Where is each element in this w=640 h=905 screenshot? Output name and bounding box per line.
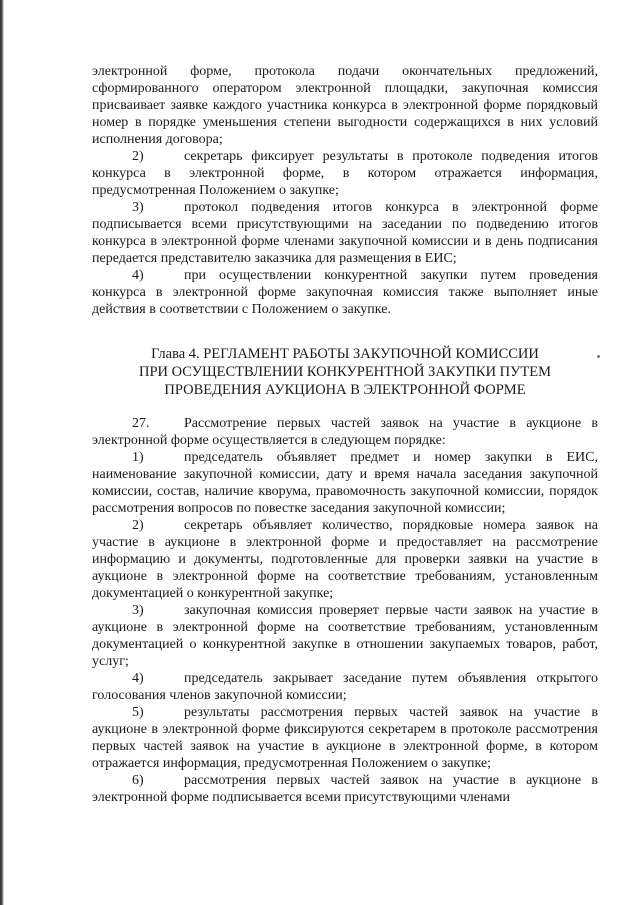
list-item [92, 670, 598, 704]
heading-line-1: Глава 4. РЕГЛАМЕНТ РАБОТЫ ЗАКУПОЧНОЙ КОМИССИИ [151, 346, 539, 362]
list-number: 2) [132, 518, 144, 533]
section-3-continuation [92, 63, 598, 318]
list-item [92, 602, 598, 670]
list-text: протокол подведения итогов конкурса в электронной форме подписывается всеми присутствующими на заседании по подведению итогов конкурса в электронной форме членами закупочной комиссии и в день подписания передается представителю заказчика для размещения в ЕИС; [92, 200, 598, 266]
list-number: 4) [132, 268, 144, 283]
scan-speck [597, 355, 600, 358]
list-text: результаты рассмотрения первых частей заявок на участие в аукционе в электронной форме фиксируются секретарем в протоколе рассмотрения первых частей заявок на участие в аукционе в электронной форме, в котором отражается информация, предусмотренная Положением о закупке; [92, 705, 598, 771]
list-item [92, 267, 598, 318]
list-item [92, 772, 598, 806]
list-item [92, 199, 598, 267]
chapter-heading [92, 345, 598, 399]
heading-line-3: ПРОВЕДЕНИЯ АУКЦИОНА В ЭЛЕКТРОННОЙ ФОРМЕ [164, 382, 526, 398]
list-number: 6) [132, 773, 144, 788]
list-number: 5) [132, 705, 144, 720]
list-number: 2) [132, 149, 144, 164]
list-text: секретарь объявляет количество, порядковые номера заявок на участие в аукционе в электронной форме и предоставляет на рассмотрение информацию и документы, подготовленные для проверки заявки на участие в аукционе в электронной форме на соответствие требованиям, установленным документацией о конкурентной закупке; [92, 518, 598, 601]
list-text: председатель закрывает заседание путем объявления открытого голосования членов закупочной комиссии; [92, 671, 598, 703]
clause-number: 27. [132, 416, 150, 431]
list-number: 1) [132, 450, 144, 465]
list-item [92, 148, 598, 199]
list-number: 3) [132, 200, 144, 215]
list-text: председатель объявляет предмет и номер закупки в ЕИС, наименование закупочной комиссии, дату и время начала заседания закупочной комиссии, состав, наличие кворума, правомочность закупочной комиссии, порядок рассмотрения вопросов по повестке заседания закупочной комиссии; [92, 450, 598, 516]
heading-line-2: ПРИ ОСУЩЕСТВЛЕНИИ КОНКУРЕНТНОЙ ЗАКУПКИ ПУТЕМ [138, 364, 552, 380]
list-text: закупочная комиссия проверяет первые части заявок на участие в аукционе в электронной форме на соответствие требованиям, установленным документацией о конкурентной закупке в отношении закупаемых товаров, работ, услуг; [92, 603, 598, 669]
clause-intro [92, 415, 598, 449]
list-text: рассмотрения первых частей заявок на участие в аукционе в электронной форме подписывается всеми присутствующими членами [92, 773, 598, 805]
list-text: при осуществлении конкурентной закупки путем проведения конкурса в электронной форме закупочная комиссия также выполняет иные действия в соответствии с Положением о закупке. [92, 268, 598, 317]
list-item [92, 449, 598, 517]
paragraph-continuation: электронной форме, протокола подачи окончательных предложений, сформированного оператором электронной площадки, закупочная комиссия присваивает заявке каждого участника конкурса в электронной форме порядковый номер в порядке уменьшения степени выгодности содержащихся в них условий исполнения договора; [92, 64, 598, 147]
list-number: 4) [132, 671, 144, 686]
list-item [92, 704, 598, 772]
list-number: 3) [132, 603, 144, 618]
list-text: секретарь фиксирует результаты в протоколе подведения итогов конкурса в электронной форме, в котором отражается информация, предусмотренная Положением о закупке; [92, 149, 598, 198]
section-27 [92, 415, 598, 806]
list-item [92, 517, 598, 602]
clause-text: Рассмотрение первых частей заявок на участие в аукционе в электронной форме осуществляется в следующем порядке: [92, 416, 598, 448]
scan-edge [0, 0, 4, 905]
